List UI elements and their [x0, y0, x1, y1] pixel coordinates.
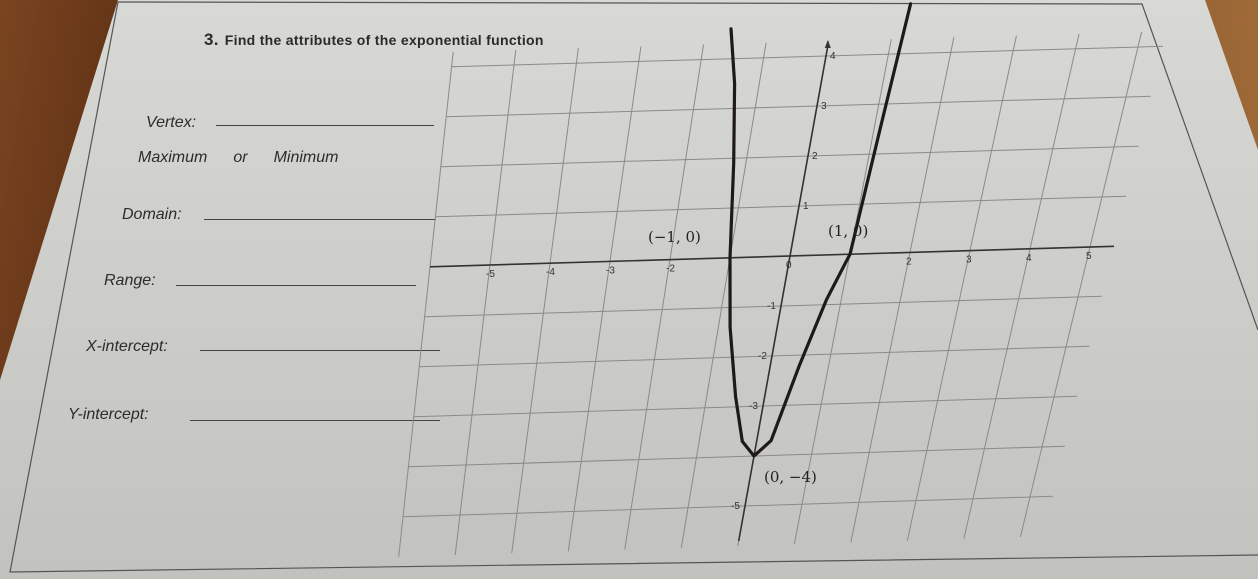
- grid-line-horizontal: [419, 346, 1089, 367]
- range-label: Range:: [104, 272, 156, 289]
- x-tick-label: -3: [606, 265, 615, 277]
- grid-line-horizontal: [452, 46, 1163, 67]
- y-tick-label: 1: [803, 201, 809, 212]
- grid-line-vertical: [455, 50, 516, 555]
- grid-line-horizontal: [414, 396, 1077, 417]
- grid-line-vertical: [512, 48, 579, 553]
- y-axis-arrow: [825, 40, 831, 48]
- y-tick-label: -2: [758, 351, 767, 362]
- x-intercept-label: X-intercept:: [86, 338, 168, 355]
- y-tick-label: -5: [731, 501, 740, 512]
- grid-line-vertical: [1020, 32, 1141, 537]
- grid-line-vertical: [851, 37, 954, 542]
- y-axis: [739, 46, 828, 541]
- x-tick-label: -4: [546, 267, 555, 279]
- y-tick-label: -1: [767, 301, 776, 312]
- grid-line-horizontal: [403, 496, 1053, 517]
- x-tick-label: 3: [966, 254, 972, 266]
- question-number: 3.: [204, 30, 219, 49]
- y-tick-label: 4: [830, 51, 836, 62]
- domain-label: Domain:: [122, 206, 182, 223]
- question-text: Find the attributes of the exponential function: [224, 32, 544, 48]
- x-tick-label: -2: [666, 263, 675, 275]
- x-axis: [430, 246, 1114, 267]
- grid-line-vertical: [681, 43, 766, 548]
- grid-line-vertical: [625, 45, 704, 550]
- point-label: (1, 0): [828, 222, 869, 241]
- point-label: (−1, 0): [648, 227, 701, 246]
- maximum-option[interactable]: Maximum: [138, 149, 208, 166]
- graph-axes: [430, 40, 1114, 541]
- grid-line-vertical: [964, 34, 1079, 539]
- x-tick-label: 0: [786, 260, 792, 271]
- minimum-option[interactable]: Minimum: [273, 149, 339, 166]
- grid-line-horizontal: [425, 296, 1102, 317]
- x-tick-label: -5: [486, 269, 495, 280]
- grid-line-horizontal: [408, 446, 1065, 467]
- y-tick-label: 3: [821, 101, 827, 112]
- point-label: (0, −4): [764, 468, 817, 486]
- y-intercept-label: Y-intercept:: [68, 406, 149, 423]
- y-tick-label: -3: [749, 401, 758, 412]
- x-tick-label: 4: [1026, 252, 1032, 264]
- parabola-path: [730, 4, 911, 456]
- grid-line-horizontal: [435, 196, 1126, 217]
- or-text: or: [233, 149, 248, 166]
- grid-line-vertical: [907, 36, 1016, 541]
- vertex-label: Vertex:: [146, 114, 197, 131]
- y-tick-label: 2: [812, 151, 818, 162]
- graph-tick-labels: [486, 51, 1092, 512]
- grid-line-horizontal: [446, 96, 1151, 117]
- x-tick-label: 2: [906, 256, 912, 268]
- grid-line-horizontal: [441, 146, 1139, 167]
- x-tick-label: 5: [1086, 251, 1092, 262]
- grid-line-vertical: [568, 46, 641, 551]
- parabola-curve: [730, 4, 911, 456]
- grid-line-vertical: [399, 52, 454, 557]
